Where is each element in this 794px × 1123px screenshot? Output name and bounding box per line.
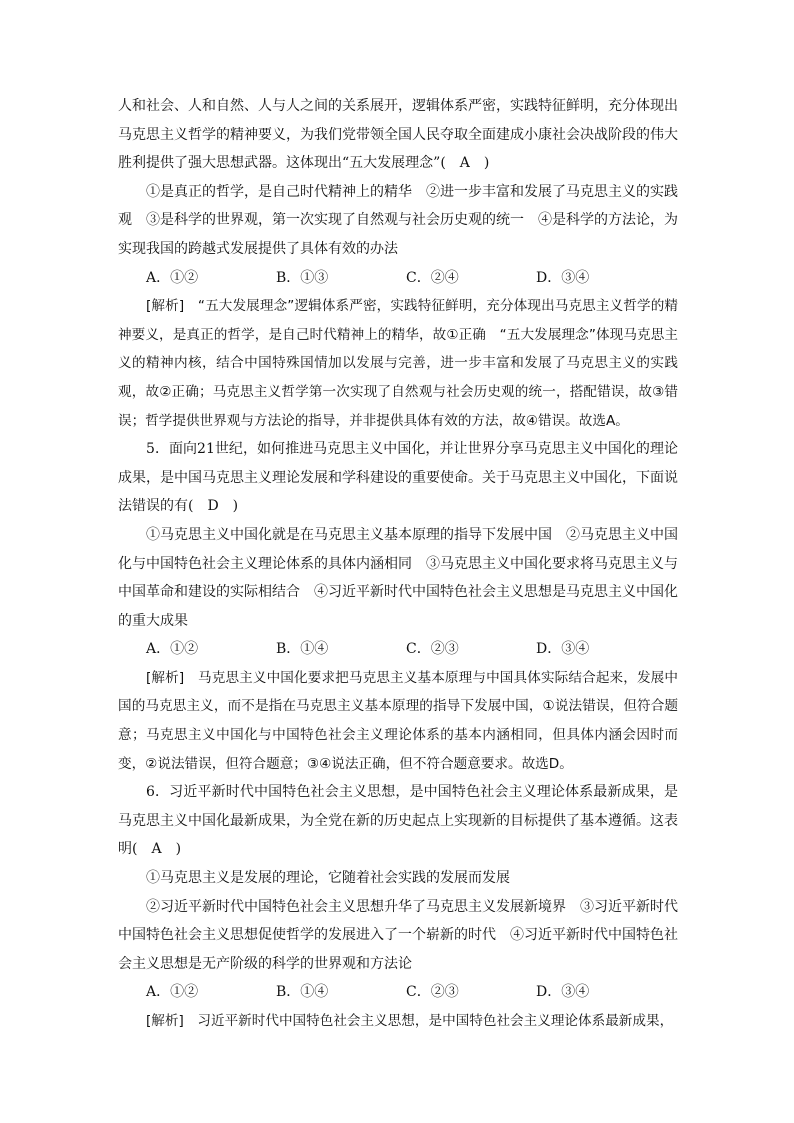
option-text: ①②: [170, 984, 199, 1001]
option-text: ②③: [430, 984, 459, 1001]
q6-statement-1: ①马克思主义是发展的理论，它随着社会实践的发展而发展: [146, 870, 510, 887]
q4-stem: 人和社会、人和自然、人与人之间的关系展开，逻辑体系严密，实践特征鲜明，充分体现出马克思主义哲学的精神要义，为我们党带领全国人民夺取全面建成小康社会决战阶段的伟大胜利提供了强大思想武器。这体现出“五大发展理念”( A ): [118, 98, 678, 172]
q5-option-b: [276, 635, 406, 664]
q4-options: [118, 264, 678, 293]
option-label: D．: [536, 984, 562, 1001]
option-text: ②④: [430, 269, 459, 286]
option-label: B．: [276, 984, 301, 1001]
q4-option-c: [406, 264, 536, 293]
option-label: B．: [276, 269, 301, 286]
option-text: ②③: [430, 641, 459, 658]
q4-option-a: [146, 264, 276, 293]
option-label: B．: [276, 641, 301, 658]
q6-option-d: [536, 978, 666, 1007]
option-text: ③④: [561, 984, 590, 1001]
q6-option-a: [146, 978, 276, 1007]
option-label: A．: [146, 641, 171, 658]
q6-explanation: [解析] 习近平新时代中国特色社会主义思想，是中国特色社会主义理论体系最新成果，: [146, 1013, 674, 1029]
option-text: ①④: [300, 641, 329, 658]
document-page: [118, 92, 678, 1036]
q5-explanation: [解析] 马克思主义中国化要求把马克思主义基本原理与中国具体实际结合起来，发展中国的马克思主义，而不是指在马克思主义基本原理的指导下发展中国，①说法错误，但符合题意；马克思主义中国化与中国特色社会主义理论体系的基本内涵相同，但具体内涵会因时而变，②说法错误，但符合题意；③④说法正确，但不符合题意要求。故选D。: [118, 669, 678, 772]
option-text: ①②: [170, 269, 199, 286]
q6-statements: ②习近平新时代中国特色社会主义思想升华了马克思主义发展新境界 ③习近平新时代中国特色社会主义思想促使哲学的发展进入了一个崭新的时代 ④习近平新时代中国特色社会主义思想是无产阶级的科学的世界观和方法论: [118, 898, 678, 972]
q4-option-d: [536, 264, 666, 293]
q5-option-d: [536, 635, 666, 664]
option-text: ③④: [561, 269, 590, 286]
q5-option-a: [146, 635, 276, 664]
option-label: D．: [536, 641, 562, 658]
option-text: ③④: [561, 641, 590, 658]
q5-statements: ①马克思主义中国化就是在马克思主义基本原理的指导下发展中国 ②马克思主义中国化与中国特色社会主义理论体系的具体内涵相同 ③马克思主义中国化要求将马克思主义与中国革命和建设的实际相结合 ④习近平新时代中国特色社会主义思想是马克思主义中国化的重大成果: [118, 526, 678, 629]
option-label: D．: [536, 269, 562, 286]
option-text: ①②: [170, 641, 199, 658]
q4-explanation: [解析] “五大发展理念”逻辑体系严密，实践特征鲜明，充分体现出马克思主义哲学的精神要义，是真正的哲学，是自己时代精神上的精华，故①正确 “五大发展理念”体现马克思主义的精神内核，结合中国特殊国情加以发展与完善，进一步丰富和发展了马克思主义的实践观，故②正确；马克思主义哲学第一次实现了自然观与社会历史观的统一，搭配错误，故③错误；哲学提供世界观与方法论的指导，并非提供具体有效的方法，故④错误。故选A。: [118, 298, 678, 429]
q5-option-c: [406, 635, 536, 664]
q4-statements: ①是真正的哲学，是自己时代精神上的精华 ②进一步丰富和发展了马克思主义的实践观 ③是科学的世界观，第一次实现了自然观与社会历史观的统一 ④是科学的方法论，为实现我国的跨越式发展提供了具体有效的办法: [118, 183, 678, 257]
option-label: C．: [406, 984, 431, 1001]
q5-options: [118, 635, 678, 664]
option-label: C．: [406, 641, 431, 658]
option-label: C．: [406, 269, 431, 286]
q6-option-b: [276, 978, 406, 1007]
q6-options: [118, 978, 678, 1007]
option-text: ①④: [300, 984, 329, 1001]
q6-stem: 6．习近平新时代中国特色社会主义思想，是中国特色社会主义理论体系最新成果，是马克思主义中国化最新成果，为全党在新的历史起点上实现新的目标提供了基本遵循。这表明( A ): [118, 784, 678, 858]
q5-stem: 5．面向21世纪，如何推进马克思主义中国化，并让世界分享马克思主义中国化的理论成果，是中国马克思主义理论发展和学科建设的重要使命。关于马克思主义中国化，下面说法错误的有( D ): [118, 441, 678, 515]
option-label: A．: [146, 984, 171, 1001]
q4-option-b: [276, 264, 406, 293]
option-label: A．: [146, 269, 171, 286]
option-text: ①③: [300, 269, 329, 286]
q6-option-c: [406, 978, 536, 1007]
